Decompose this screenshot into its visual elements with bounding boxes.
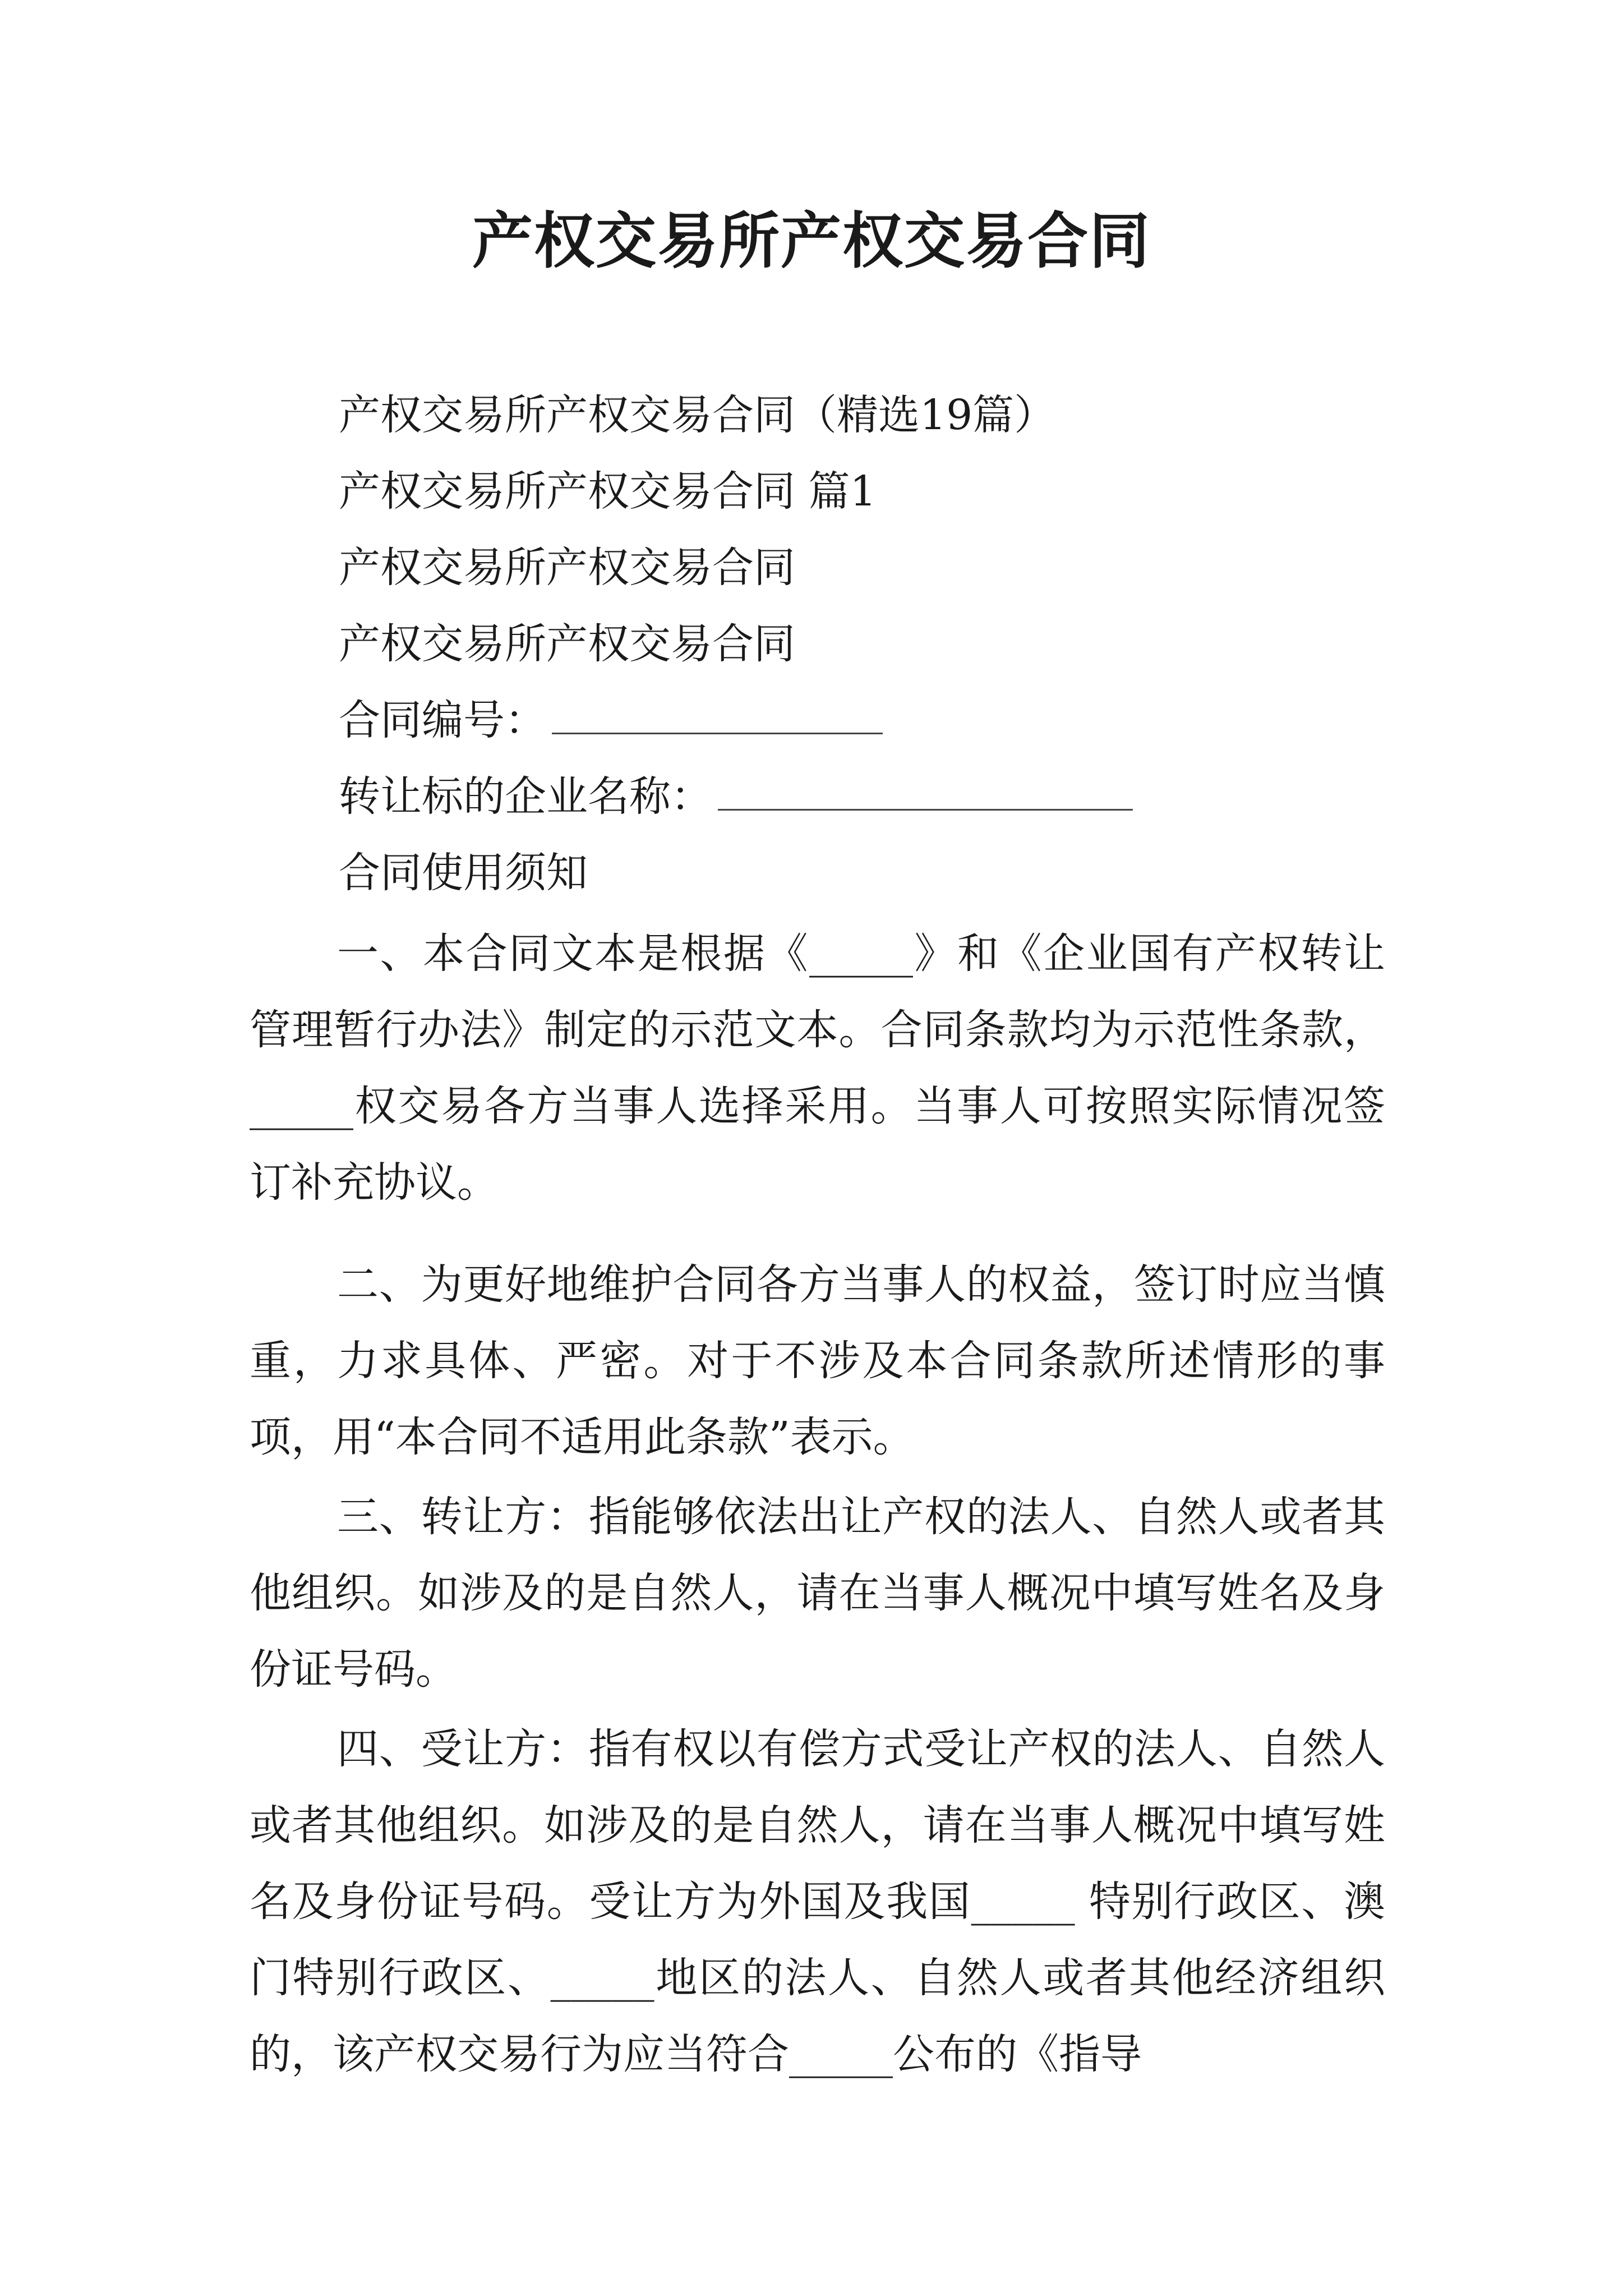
contract-number-row: [339, 692, 883, 748]
contract-name-line-2: 产权交易所产权交易合同: [339, 620, 795, 668]
notice-paragraph-4: 四、受让方：指有权以有偿方式受让产权的法人、自然人或者其他组织。如涉及的是自然人，请在当事人概况中填写姓名及身份证号码。受让方为外国及我国_____ 特别行政区、澳门特别行政区、_____地区的法人、自然人或者其他经济组织的，该产权交易行为应当符合_____公布的《指导: [250, 1725, 1385, 2078]
notice-paragraph-1: 一、本合同文本是根据《_____》和《企业国有产权转让管理暂行办法》制定的示范文本。合同条款均为示范性条款，_____权交易各方当事人选择采用。当事人可按照实际情况签订补充协议。: [250, 930, 1385, 1207]
company-name-label: 转让标的企业名称：: [339, 772, 712, 821]
usage-notice-heading: 合同使用须知: [339, 849, 588, 897]
contract-number-label: 合同编号：: [339, 696, 546, 744]
contract-number-blank[interactable]: [552, 693, 883, 734]
document-title: 产权交易所产权交易合同: [472, 206, 1151, 277]
company-name-row: [339, 769, 1133, 825]
contract-name-line-1: 产权交易所产权交易合同: [339, 544, 795, 592]
company-name-blank[interactable]: [718, 770, 1133, 811]
collection-title: 产权交易所产权交易合同（精选19篇）: [339, 391, 1056, 439]
section-heading: 产权交易所产权交易合同 篇1: [339, 467, 877, 516]
notice-paragraph-2: 二、为更好地维护合同各方当事人的权益，签订时应当慎重，力求具体、严密。对于不涉及本合同条款所述情形的事项，用“本合同不适用此条款”表示。: [250, 1260, 1385, 1461]
notice-paragraph-3: 三、转让方：指能够依法出让产权的法人、自然人或者其他组织。如涉及的是自然人，请在当事人概况中填写姓名及身份证号码。: [250, 1493, 1385, 1694]
